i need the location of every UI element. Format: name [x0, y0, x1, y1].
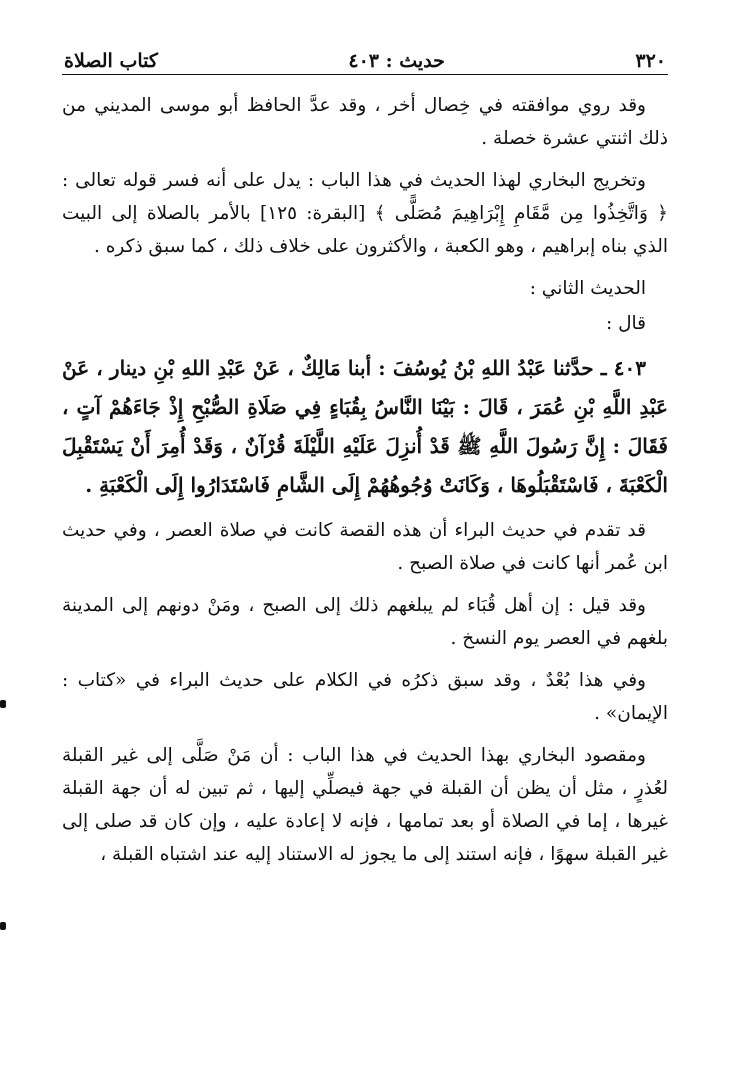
paragraph-9: ومقصود البخاري بهذا الحديث في هذا الباب : أن مَنْ صَلَّى إلى غير القبلة لعُذرٍ ، مثل أن يظن أن القبلة في جهة فيصلِّي إليها ، ثم تبين له أن جهة القبلة غيرها ، إما في الصلاة أو بعد تمامها ، فإنه لا إعادة عليه ، وإن كان قد صلى إلى غير القبلة سهوًا ، فإنه استند إلى ما يجوز له الاستناد إليه عند اشتباه القبلة ،: [62, 745, 669, 865]
paragraph-2: وتخريج البخاري لهذا الحديث في هذا الباب : يدل على أنه فسر قوله تعالى : ﴿ وَاتَّخِذُوا مِن مَّقَامِ إِبْرَاهِيمَ مُصَلًّى ﴾ [البقرة: ١٢٥] بالأمر بالصلاة إلى البيت الذي بناه إبراهيم ، وهو الكعبة ، والأكثرون على خلاف ذلك ، كما سبق ذكره .: [62, 170, 668, 257]
paragraph-3-heading: الحديث الثاني :: [529, 278, 646, 299]
paragraph-1: وقد روي موافقته في خِصال أخر ، وقد عدَّ الحافظ أبو موسى المديني من ذلك اثنتي عشرة خصلة .: [62, 95, 668, 149]
running-header: [62, 40, 668, 75]
book-title: كتاب الصلاة: [64, 50, 158, 72]
scan-mark: [0, 700, 6, 708]
paragraph-8: وفي هذا بُعْدٌ ، وقد سبق ذكرُه في الكلام على حديث البراء في «كتاب : الإيمان» .: [62, 670, 668, 724]
page-body: [62, 89, 668, 871]
book-page: [62, 40, 668, 880]
paragraph-4: قال :: [605, 313, 646, 334]
paragraph-7: وقد قيل : إن أهل قُبَاء لم يبلغهم ذلك إلى الصبح ، ومَنْ دونهم إلى المدينة بلغهم في العصر يوم النسخ .: [62, 595, 668, 649]
scan-mark: [0, 922, 6, 930]
page-number: ٣٢٠: [635, 50, 666, 72]
hadith-text: ٤٠٣ ـ حدَّثنا عَبْدُ اللهِ بْنُ يُوسُفَ : أبنا مَالِكٌ ، عَنْ عَبْدِ اللهِ بْنِ دينار ، عَنْ عَبْدِ اللَّهِ بْنِ عُمَرَ ، قَالَ : بَيْنَا النَّاسُ بِقُبَاءٍ فِي صَلَاةِ الصُّبْحِ إِذْ جَاءَهُمْ آتٍ ، فَقَالَ : إِنَّ رَسُولَ اللَّهِ ﷺ قَدْ أُنزِلَ عَلَيْهِ اللَّيْلَةَ قُرْآنٌ ، وَقَدْ أُمِرَ أَنْ يَسْتَقْبِلَ الْكَعْبَةَ ، فَاسْتَقْبَلُوهَا ، وَكَانَتْ وُجُوهُهُمْ إِلَى الشَّامِ فَاسْتَدَارُوا إِلَى الْكَعْبَةِ .: [62, 356, 668, 497]
paragraph-6: قد تقدم في حديث البراء أن هذه القصة كانت في صلاة العصر ، وفي حديث ابن عُمر أنها كانت في صلاة الصبح .: [62, 520, 668, 574]
hadith-reference: حديث : ٤٠٣: [348, 50, 445, 72]
